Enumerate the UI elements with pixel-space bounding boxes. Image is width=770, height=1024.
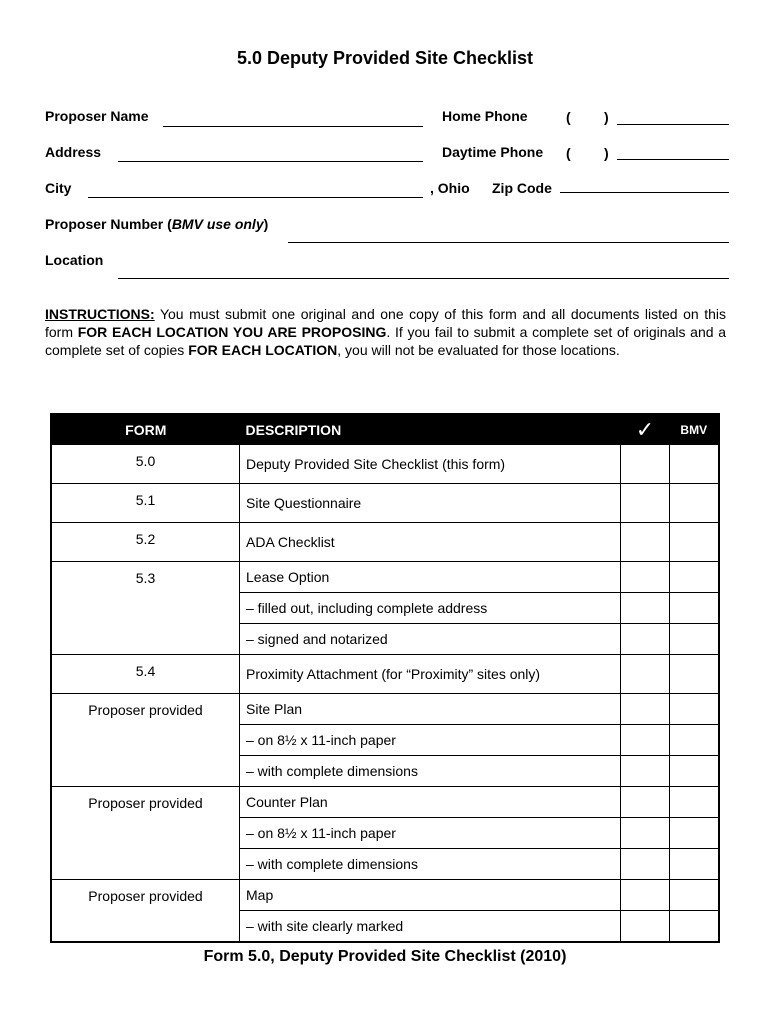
bmv-box[interactable] [670,655,720,694]
bmv-box[interactable] [670,445,720,484]
zip-code-label: Zip Code [492,180,552,196]
sub-item: – on 8½ x 11-inch paper [240,818,621,849]
home-phone-label: Home Phone [442,108,528,124]
bmv-header: BMV [670,414,720,445]
description-cell: Lease Option [240,562,621,593]
bmv-box[interactable] [670,725,720,756]
check-box[interactable] [621,849,670,880]
location-label: Location [45,252,104,268]
form-cell: 5.2 [51,523,240,562]
proposer-name-field[interactable] [163,126,423,127]
form-header: FORM [51,414,240,445]
checklist-table [50,413,720,943]
instructions: INSTRUCTIONS: You must submit one original and one copy of this form and all documents listed on this form FOR EACH LOCATION YOU ARE PROPOSING. If you fail to submit a complete set of originals and a complete set of copies FOR EACH LOCATION, you will not be evaluated for those locations. [45,306,727,358]
bmv-box[interactable] [670,787,720,818]
bmv-box[interactable] [670,880,720,911]
bmv-box[interactable] [670,694,720,725]
description-cell: Proximity Attachment (for “Proximity” sites only) [240,655,621,694]
city-field[interactable] [88,197,423,198]
check-box[interactable] [621,523,670,562]
sub-item: – with complete dimensions [240,756,621,787]
home-phone-paren-close: ) [604,109,609,125]
address-label: Address [45,144,102,160]
form-cell: Proposer provided [51,880,240,943]
description-cell: Deputy Provided Site Checklist (this form) [240,445,621,484]
form-cell: 5.3 [51,562,240,655]
check-box[interactable] [621,818,670,849]
daytime-phone-paren-close: ) [604,145,609,161]
bmv-box[interactable] [670,593,720,624]
table-row [51,787,719,818]
proposer-number-label: Proposer Number (BMV use only) [45,216,269,232]
city-label: City [45,180,72,196]
bmv-box[interactable] [670,562,720,593]
check-box[interactable] [621,694,670,725]
check-box[interactable] [621,562,670,593]
table-row [51,655,719,694]
check-box[interactable] [621,624,670,655]
bmv-box[interactable] [670,484,720,523]
daytime-phone-label: Daytime Phone [442,144,544,160]
description-cell: ADA Checklist [240,523,621,562]
description-cell: Map [240,880,621,911]
sub-item: – signed and notarized [240,624,621,655]
check-box[interactable] [621,756,670,787]
description-cell: Site Plan [240,694,621,725]
sub-item: – on 8½ x 11-inch paper [240,725,621,756]
check-icon: ✓ [621,414,670,445]
check-box[interactable] [621,655,670,694]
form-cell: Proposer provided [51,694,240,787]
check-box[interactable] [621,725,670,756]
bmv-box[interactable] [670,624,720,655]
check-box[interactable] [621,880,670,911]
check-box[interactable] [621,445,670,484]
check-box[interactable] [621,593,670,624]
bmv-box[interactable] [670,911,720,943]
description-cell: Counter Plan [240,787,621,818]
form-footer: Form 5.0, Deputy Provided Site Checklist (2010) [203,948,567,965]
bmv-box[interactable] [670,756,720,787]
home-phone-field[interactable] [617,124,729,125]
proposer-name-label: Proposer Name [45,108,149,124]
check-box[interactable] [621,787,670,818]
sub-item: – with site clearly marked [240,911,621,943]
table-row [51,562,719,593]
check-box[interactable] [621,911,670,943]
table-row [51,484,719,523]
daytime-phone-paren-open: ( [566,145,571,161]
bmv-box[interactable] [670,523,720,562]
check-box[interactable] [621,484,670,523]
daytime-phone-field[interactable] [617,159,729,160]
address-field[interactable] [118,161,423,162]
bmv-box[interactable] [670,818,720,849]
form-cell: Proposer provided [51,787,240,880]
proposer-number-field[interactable] [288,242,729,243]
page-title: 5.0 Deputy Provided Site Checklist [236,48,534,68]
table-row [51,523,719,562]
sub-item: – filled out, including complete address [240,593,621,624]
table-row [51,694,719,725]
home-phone-paren-open: ( [566,109,571,125]
description-header: DESCRIPTION [240,414,621,445]
bmv-box[interactable] [670,849,720,880]
ohio-label: , Ohio [430,180,470,196]
table-row [51,880,719,911]
table-row [51,445,719,484]
sub-item: – with complete dimensions [240,849,621,880]
location-field[interactable] [118,278,729,279]
form-cell: 5.1 [51,484,240,523]
form-cell: 5.4 [51,655,240,694]
zip-code-field[interactable] [560,192,729,193]
form-cell: 5.0 [51,445,240,484]
description-cell: Site Questionnaire [240,484,621,523]
